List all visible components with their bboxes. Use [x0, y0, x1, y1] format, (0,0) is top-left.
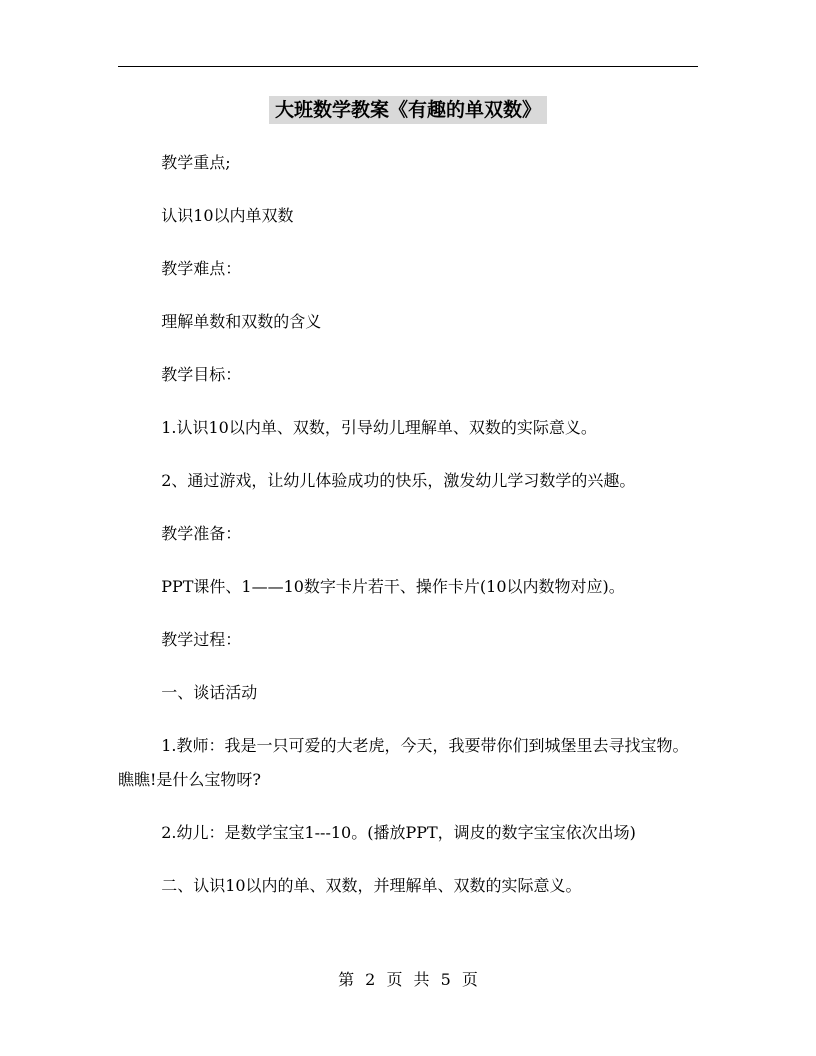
document-body [118, 146, 700, 903]
paragraph-step-1: 1.教师：我是一只可爱的大老虎，今天，我要带你们到城堡里去寻找宝物。瞧瞧!是什么宝物呀? [118, 736, 689, 789]
paragraph-process-heading: 教学过程： [161, 630, 242, 649]
paragraph-goal-1: 1.认识10以内单、双数，引导幼儿理解单、双数的实际意义。 [161, 418, 597, 437]
paragraph-section-1-heading: 一、谈话活动 [161, 683, 258, 702]
paragraph-preparation-heading: 教学准备： [161, 524, 242, 543]
title-text: 大班数学教案《有趣的单双数》 [269, 96, 547, 124]
page-footer: 第 2 页 共 5 页 [338, 970, 478, 989]
paragraph-preparation: PPT课件、1——10数字卡片若干、操作卡片(10以内数物对应)。 [161, 577, 625, 596]
paragraph-goals-heading: 教学目标： [161, 365, 242, 384]
paragraph-teaching-focus-heading: 教学重点; [161, 153, 231, 172]
paragraph-difficulty-heading: 教学难点： [161, 259, 242, 278]
paragraph-section-2-heading: 二、认识10以内的单、双数，并理解单、双数的实际意义。 [161, 876, 582, 895]
header-rule [118, 66, 698, 67]
paragraph-step-2: 2.幼儿：是数学宝宝1---10。(播放PPT，调皮的数字宝宝依次出场) [161, 823, 636, 842]
paragraph-goal-2: 2、通过游戏，让幼儿体验成功的快乐，激发幼儿学习数学的兴趣。 [161, 471, 636, 490]
paragraph-teaching-focus: 认识10以内单双数 [161, 206, 294, 225]
document-title [0, 96, 816, 124]
paragraph-difficulty: 理解单数和双数的含义 [161, 312, 322, 331]
